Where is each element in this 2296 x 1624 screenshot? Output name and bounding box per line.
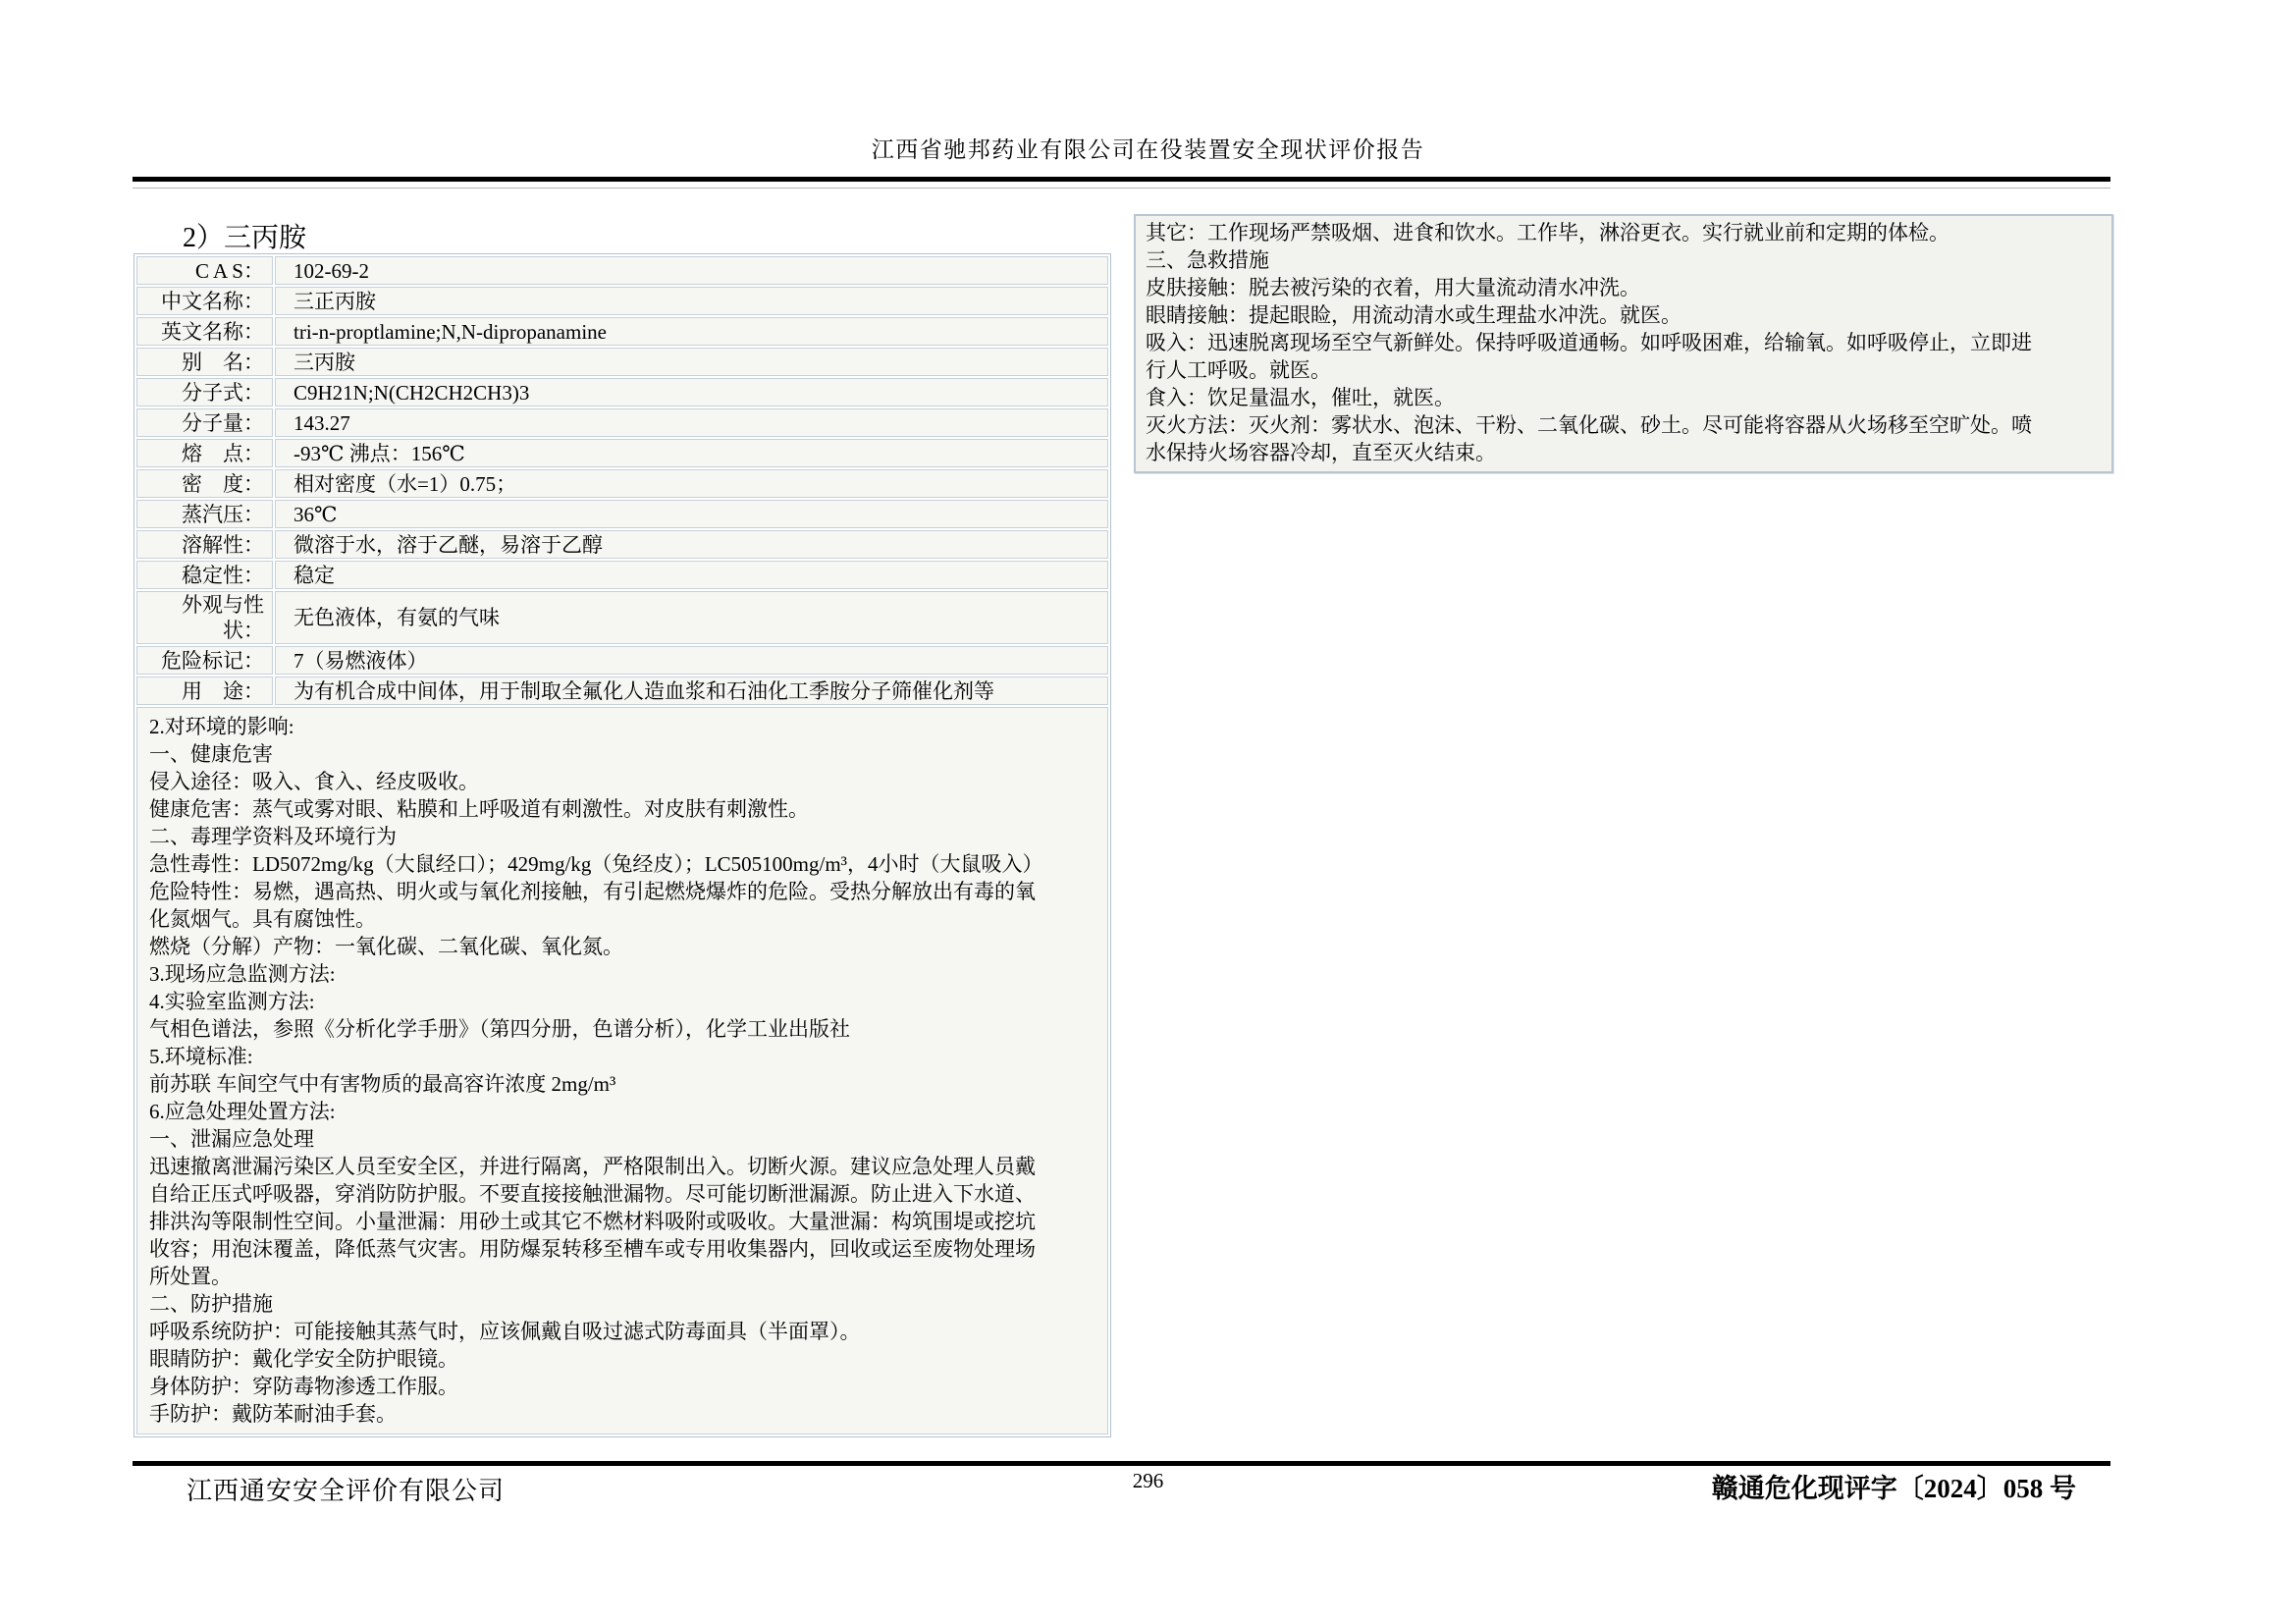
hazard-text-line: 一、泄漏应急处理 xyxy=(149,1127,314,1151)
property-row xyxy=(136,500,1108,528)
header-rule-shadow xyxy=(133,188,2110,189)
property-row xyxy=(136,591,1108,644)
property-label: 溶解性： xyxy=(136,530,273,559)
hazard-text-line: 健康危害：蒸气或雾对眼、粘膜和上呼吸道有刺激性。对皮肤有刺激性。 xyxy=(149,797,809,821)
hazard-text-line: 排洪沟等限制性空间。小量泄漏：用砂土或其它不燃材料吸附或吸收。大量泄漏：构筑围堤或挖坑 xyxy=(149,1210,1036,1233)
hazard-text-line: 一、健康危害 xyxy=(149,742,273,766)
continuation-text-line: 眼睛接触：提起眼睑，用流动清水或生理盐水冲洗。就医。 xyxy=(1146,303,1682,327)
property-label: 分子量： xyxy=(136,408,273,437)
property-row xyxy=(136,317,1108,346)
hazard-text-line: 5.环境标准: xyxy=(149,1045,253,1068)
hazard-text-line: 气相色谱法，参照《分析化学手册》（第四分册，色谱分析），化学工业出版社 xyxy=(149,1017,850,1041)
footer-company-name: 江西通安安全评价有限公司 xyxy=(187,1477,506,1505)
hazard-text-line: 呼吸系统防护：可能接触其蒸气时，应该佩戴自吸过滤式防毒面具（半面罩）。 xyxy=(149,1320,861,1343)
property-row xyxy=(136,256,1108,285)
hazard-text-line: 身体防护：穿防毒物渗透工作服。 xyxy=(149,1375,458,1398)
hazard-text-line: 侵入途径：吸入、食入、经皮吸收。 xyxy=(149,770,479,793)
continuation-text-line: 食入：饮足量温水，催吐，就医。 xyxy=(1146,386,1455,409)
continuation-text-line: 水保持火场容器冷却，直至灭火结束。 xyxy=(1146,441,1496,464)
hazard-text-line: 燃烧（分解）产物：一氧化碳、二氧化碳、氧化氮。 xyxy=(149,935,623,958)
hazard-text-line: 化氮烟气。具有腐蚀性。 xyxy=(149,907,376,931)
hazard-text-block xyxy=(136,707,1108,1435)
hazard-text-line: 眼睛防护：戴化学安全防护眼镜。 xyxy=(149,1347,458,1371)
footer-document-number: 赣通危化现评字〔2024〕058 号 xyxy=(1711,1474,2076,1503)
header-rule xyxy=(133,177,2110,182)
hazard-text-line: 所处置。 xyxy=(149,1265,232,1288)
property-row xyxy=(136,469,1108,498)
property-value: 三正丙胺 xyxy=(275,287,1108,315)
property-value: 7（易燃液体） xyxy=(275,646,1108,675)
property-label: 分子式： xyxy=(136,378,273,406)
property-label: 蒸汽压： xyxy=(136,500,273,528)
hazard-text-line: 二、毒理学资料及环境行为 xyxy=(149,825,397,848)
property-row xyxy=(136,646,1108,675)
property-value: 无色液体，有氨的气味 xyxy=(275,591,1108,644)
hazard-text-line: 自给正压式呼吸器，穿消防防护服。不要直接接触泄漏物。尽可能切断泄漏源。防止进入下水道、 xyxy=(149,1182,1036,1206)
property-label: C A S： xyxy=(136,256,273,285)
hazard-text-line: 2.对环境的影响: xyxy=(149,715,294,738)
property-value: 三丙胺 xyxy=(275,348,1108,376)
continuation-text-line: 其它：工作现场严禁吸烟、进食和饮水。工作毕，淋浴更衣。实行就业前和定期的体检。 xyxy=(1146,221,1949,244)
property-value: 为有机合成中间体，用于制取全氟化人造血浆和石油化工季胺分子筛催化剂等 xyxy=(275,677,1108,705)
property-value: C9H21N;N(CH2CH2CH3)3 xyxy=(275,378,1108,406)
continuation-text-line: 三、急救措施 xyxy=(1146,248,1269,272)
hazard-text-line: 收容；用泡沫覆盖，降低蒸气灾害。用防爆泵转移至槽车或专用收集器内，回收或运至废物处理场 xyxy=(149,1237,1036,1261)
property-label: 密 度： xyxy=(136,469,273,498)
footer-page-number: 296 xyxy=(1132,1469,1164,1492)
continuation-text-box xyxy=(1134,214,2113,473)
msds-panel xyxy=(133,253,1111,1437)
hazard-text-line: 6.应急处理处置方法: xyxy=(149,1100,336,1123)
property-row xyxy=(136,561,1108,589)
section-heading: 2）三丙胺 xyxy=(183,223,307,253)
hazard-text-line: 3.现场应急监测方法: xyxy=(149,962,336,986)
property-row xyxy=(136,530,1108,559)
property-table xyxy=(136,256,1108,705)
hazard-text-line: 危险特性：易燃，遇高热、明火或与氧化剂接触，有引起燃烧爆炸的危险。受热分解放出有毒的氧 xyxy=(149,880,1036,903)
property-row xyxy=(136,287,1108,315)
property-row xyxy=(136,677,1108,705)
property-label: 英文名称： xyxy=(136,317,273,346)
property-row xyxy=(136,348,1108,376)
footer-rule xyxy=(133,1461,2110,1466)
property-label: 中文名称： xyxy=(136,287,273,315)
hazard-text-line: 手防护：戴防苯耐油手套。 xyxy=(149,1402,397,1426)
continuation-text-line: 皮肤接触：脱去被污染的衣着，用大量流动清水冲洗。 xyxy=(1146,276,1640,299)
property-value: 143.27 xyxy=(275,408,1108,437)
continuation-text-line: 吸入：迅速脱离现场至空气新鲜处。保持呼吸道通畅。如呼吸困难，给输氧。如呼吸停止，立即进 xyxy=(1146,331,2032,354)
page-header-title: 江西省驰邦药业有限公司在役装置安全现状评价报告 xyxy=(871,137,1425,162)
property-value: 稳定 xyxy=(275,561,1108,589)
property-row xyxy=(136,378,1108,406)
property-value: 102-69-2 xyxy=(275,256,1108,285)
property-row xyxy=(136,408,1108,437)
property-label: 熔 点： xyxy=(136,439,273,467)
property-value: 相对密度（水=1）0.75； xyxy=(275,469,1108,498)
property-label: 外观与性状： xyxy=(136,591,273,644)
property-value: -93℃ 沸点：156℃ xyxy=(275,439,1108,467)
hazard-text-line: 前苏联 车间空气中有害物质的最高容许浓度 2mg/m³ xyxy=(149,1072,616,1096)
hazard-text-line: 二、防护措施 xyxy=(149,1292,273,1316)
property-row xyxy=(136,439,1108,467)
continuation-text-line: 灭火方法：灭火剂：雾状水、泡沫、干粉、二氧化碳、砂土。尽可能将容器从火场移至空旷处。喷 xyxy=(1146,413,2032,437)
property-label: 别 名： xyxy=(136,348,273,376)
property-value: 36℃ xyxy=(275,500,1108,528)
property-label: 危险标记： xyxy=(136,646,273,675)
hazard-text-line: 迅速撤离泄漏污染区人员至安全区，并进行隔离，严格限制出入。切断火源。建议应急处理人员戴 xyxy=(149,1155,1036,1178)
property-value: 微溶于水，溶于乙醚，易溶于乙醇 xyxy=(275,530,1108,559)
property-value: tri-n-proptlamine;N,N-dipropanamine xyxy=(275,317,1108,346)
continuation-text-line: 行人工呼吸。就医。 xyxy=(1146,358,1331,382)
property-label: 稳定性： xyxy=(136,561,273,589)
property-label: 用 途： xyxy=(136,677,273,705)
hazard-text-line: 4.实验室监测方法: xyxy=(149,990,315,1013)
hazard-text-line: 急性毒性：LD5072mg/kg（大鼠经口）；429mg/kg（兔经皮）；LC505100mg/m³，4小时（大鼠吸入） xyxy=(149,852,1043,876)
